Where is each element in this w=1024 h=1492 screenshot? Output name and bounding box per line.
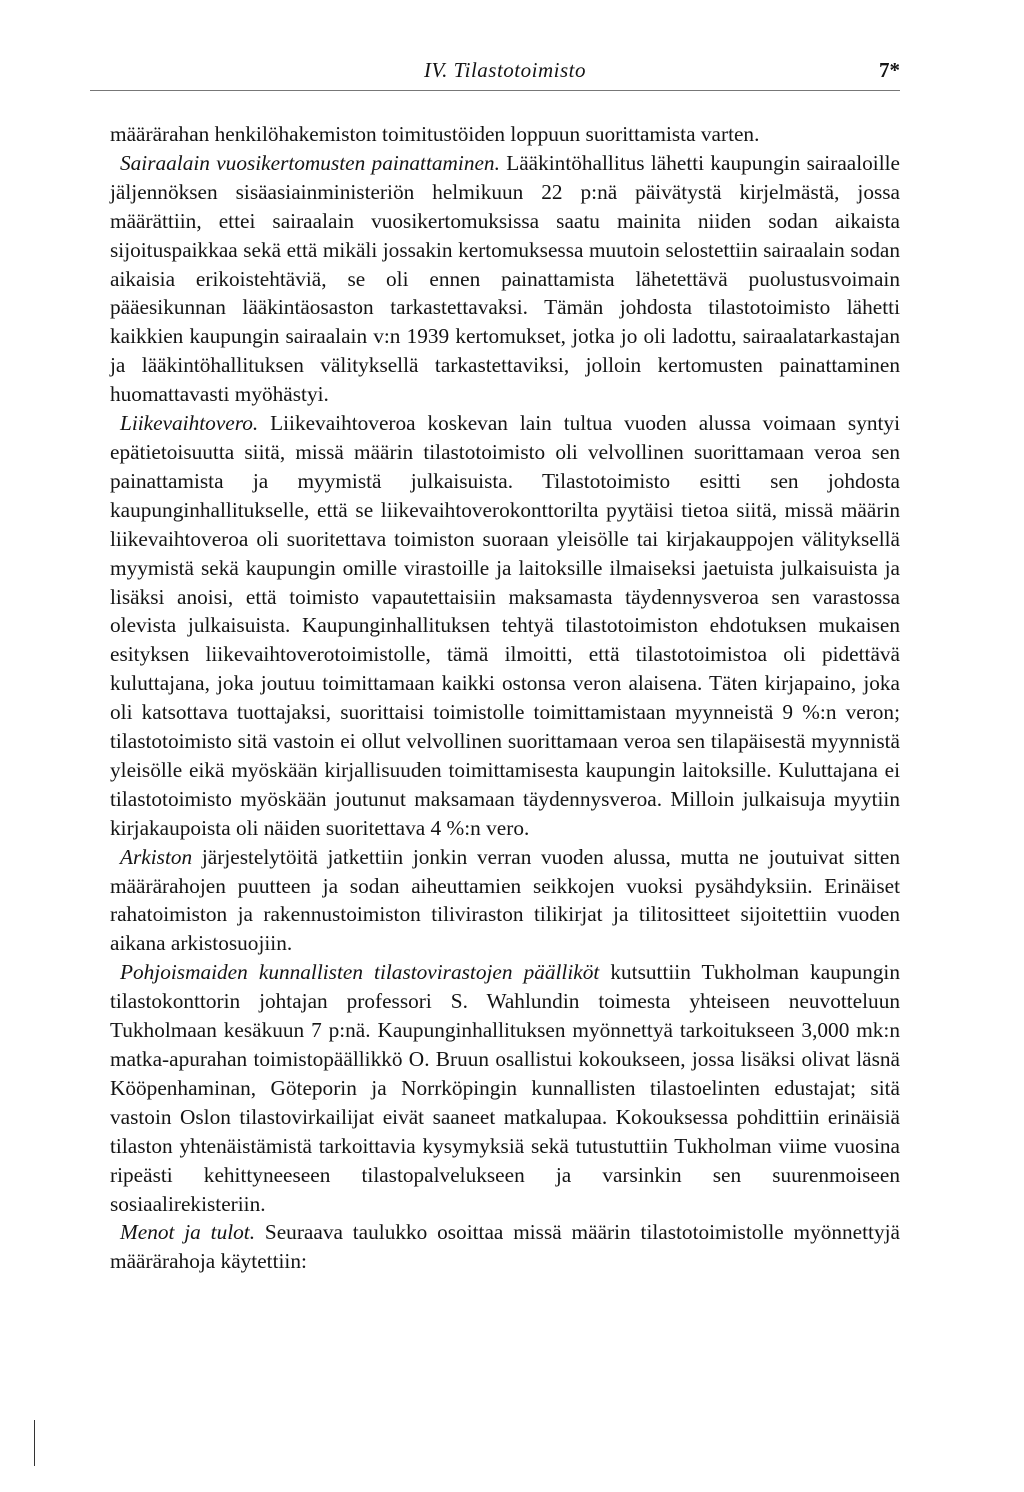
- paragraph-lead: Menot ja tulot.: [120, 1220, 256, 1245]
- paragraph-lead: Pohjoismaiden kunnallisten tilastovirastojen päälliköt: [120, 960, 600, 985]
- paragraph-menot-ja-tulot: [110, 1218, 900, 1276]
- body-text: [110, 120, 900, 1276]
- header-rule: [90, 90, 900, 91]
- paragraph-sairaalain: [110, 149, 900, 409]
- running-title: IV. Tilastotoimisto: [424, 58, 586, 82]
- margin-mark: [34, 1420, 35, 1466]
- paragraph-lead: Sairaalain vuosikertomusten painattaminen.: [120, 150, 500, 175]
- paragraph-text: määrärahan henkilöhakemiston toimitustöiden loppuun suorittamista varten.: [110, 122, 760, 146]
- paragraph-text: Lääkintöhallitus lähetti kaupungin sairaaloille jäljennöksen sisäasiainministeriön helmikuun 22 p:nä päivätystä kirjelmästä, jossa määrättiin, ettei sairaalain vuosikertomuksissa saatu mainita niiden sodan aikaista sijoituspaikkaa sekä että mikäli jossakin kertomuksessa muutoin selostettiin sairaalain sodan aikaisia erikoistehtäviä, se oli ennen painattamista lähetettävä puolustusvoimain pääesikunnan lääkintäosaston tarkastettavaksi. Tämän johdosta tilastotoimisto lähetti kaikkien kaupungin sairaalain v:n 1939 kertomukset, jotka jo oli ladottu, sairaalatarkastajan ja lääkintöhallituksen välityksellä tarkastettaviksi, jolloin kertomusten painattaminen huomattavasti myöhästyi.: [110, 150, 900, 407]
- paragraph-text: järjestelytöitä jatkettiin jonkin verran vuoden alussa, mutta ne joutuivat sitten määrärahojen puutteen ja sodan aiheuttamien seikkojen vuoksi pysähdyksiin. Erinäiset rahatoimiston ja rakennustoimiston tiliviraston tilikirjat ja tilitositteet sijoitettiin vuoden aikana arkistosuojiin.: [110, 844, 900, 956]
- page-number: 7*: [879, 58, 900, 82]
- paragraph-arkisto: [110, 843, 900, 959]
- paragraph-text: kutsuttiin Tukholman kaupungin tilastokonttorin johtajan professori S. Wahlundin toimesta yhteiseen neuvotteluun Tukholmaan kesäkuun 7 p:nä. Kaupunginhallituksen myönnettyä tarkoitukseen 3,000 mk:n matka-apurahan toimistopäällikkö O. Bruun osallistui kokoukseen, jossa lisäksi olivat läsnä Kööpenhaminan, Göteporin ja Norrköpingin kunnallisten tilastoelinten edustajat; sitä vastoin Oslon tilastovirkailijat eivät saaneet matkalupaa. Kokouksessa pohdittiin erinäisiä tilaston yhtenäistämistä tarkoittavia kysymyksiä sekä tutustuttiin Tukholman viime vuosina ripeästi kehittyneeseen tilastopalvelukseen ja varsinkin sen suurenmoiseen sosiaalirekisteriin.: [110, 960, 900, 1216]
- paragraph-text: Seuraava taulukko osoittaa missä määrin tilastotoimistolle myönnettyjä määrärahoja käytettiin:: [110, 1220, 900, 1274]
- paragraph-liikevaihtovero: [110, 409, 900, 843]
- paragraph-continuation: [110, 120, 900, 149]
- running-header: [110, 58, 900, 94]
- paragraph-text: Liikevaihtoveroa koskevan lain tultua vuoden alussa voimaan syntyi epätietoisuutta siitä, missä määrin tilastotoimisto oli velvollinen suorittamaan veroa sen painattamista ja myymistä julkaisuista. Tilastotoimisto esitti sen johdosta kaupunginhallitukselle, että se liikevaihtoverokonttorilta pyytäisi tietoa siitä, missä määrin liikevaihtoveroa oli suoritettava toimiston suoraan yleisölle tai kirjakauppojen välityksellä myymistä sekä kaupungin omille virastoille ja laitoksille ilmaiseksi jaetuista julkaisuista ja lisäksi anoisi, että toimisto vapautettaisiin maksamasta täydennysveroa sen varastossa olevista julkaisuista. Kaupunginhallituksen tehtyä tilastotoimiston ehdotuksen mukaisen esityksen liikevaihtoverotoimistolle, tämä ilmoitti, että tilastotoimistoa oli pidettävä kuluttajana, joka joutuu toimittamaan kaikki ostonsa veron alaisena. Täten kirjapaino, joka oli katsottava tuottajaksi, suorittaisi toimistolle toimittamistaan myynneistä 9 %:n veron; tilastotoimisto sitä vastoin ei ollut velvollinen suorittamaan veroa sen tilapäisestä myynnistä yleisölle eikä myöskään kirjallisuuden toimittamisesta kaupungin laitoksille. Kuluttajana ei tilastotoimisto myöskään joutunut maksamaan täydennysveroa. Milloin julkaisuja myytiin kirjakaupoista oli näiden suoritettava 4 %:n vero.: [110, 411, 900, 840]
- paragraph-pohjoismaiden: [110, 958, 900, 1218]
- paragraph-lead: Liikevaihtovero.: [120, 411, 259, 436]
- paragraph-lead: Arkiston: [120, 844, 193, 869]
